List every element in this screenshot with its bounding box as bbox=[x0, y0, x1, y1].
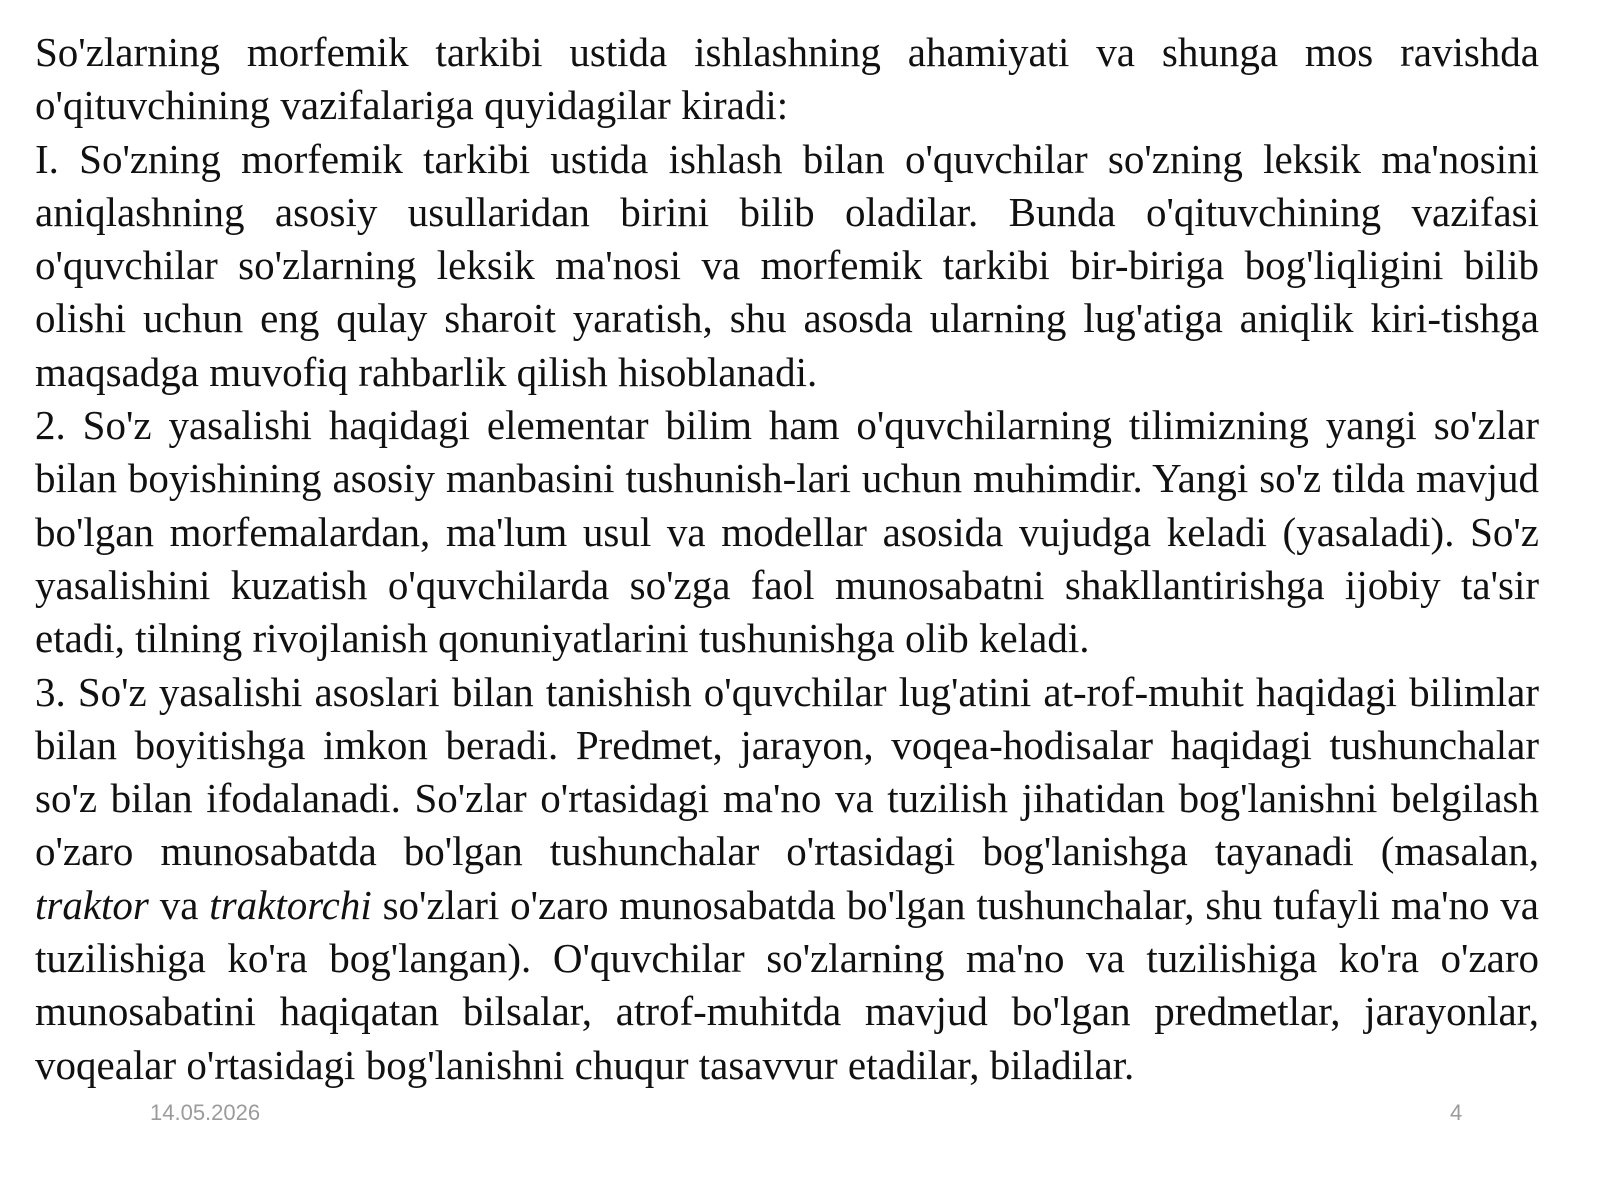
paragraph-3-text-c: so'zlari o'zaro munosabatda bo'lgan tushunchalar, shu tufayli ma'no va tuzilishiga ko'ra bog'langan). O'quvchilar so'zlarning ma'no va tuzilishiga ko'ra o'zaro munosabatini haqiqatan bilsalar, atrof-muhitda mavjud bo'lgan predmetlar, jarayonlar, voqealar o'rtasidagi bog'lanishni chuqur tasavvur etadilar, biladilar. bbox=[35, 881, 1539, 1088]
paragraph-3-text-b: va bbox=[148, 881, 210, 928]
paragraph-3-text-a: 3. So'z yasalishi asoslari bilan tanishish o'quvchilar lug'atini at-rof-muhit haqidagi bilimlar bilan boyitishga imkon beradi. Predmet, jarayon, voqea-hodisalar haqidagi tushunchalar so'z bilan ifodalanadi. So'zlar o'rtasidagi ma'no va tuzilish jihatidan bog'lanishni belgilash o'zaro munosabatda bo'lgan tushunchalar o'rtasidagi bog'lanishga tayanadi (masalan, bbox=[35, 668, 1539, 875]
body-text bbox=[35, 26, 1539, 1092]
paragraph-1: I. So'zning morfemik tarkibi ustida ishlash bilan o'quvchilar so'zning leksik ma'nosini aniqlashning asosiy usullaridan birini bilib oladilar. Bunda o'qituvchining vazifasi o'quvchilar so'zlarning leksik ma'nosi va morfemik tarkibi bir-biriga bog'liqligini bilib olishi uchun eng qulay sharoit yaratish, shu asosda ularning lug'atiga aniqlik kiri-tishga maqsadga muvofiq rahbarlik qilish hisoblanadi. bbox=[35, 135, 1539, 395]
paragraph-intro: So'zlarning morfemik tarkibi ustida ishlashning ahamiyati va shunga mos ravishda o'qituvchining vazifalariga quyidagilar kiradi: bbox=[35, 29, 1539, 129]
footer-date: 14.05.2026 bbox=[150, 1100, 261, 1125]
italic-term-traktor: traktor bbox=[35, 881, 149, 928]
paragraph-3 bbox=[35, 666, 1539, 1092]
footer-page-number: 4 bbox=[1450, 1100, 1463, 1125]
paragraph-2: 2. So'z yasalishi haqidagi elementar bilim ham o'quvchilarning tilimizning yangi so'zlar bilan boyishining asosiy manbasini tushunish-lari uchun muhimdir. Yangi so'z tilda mavjud bo'lgan morfemalardan, ma'lum usul va modellar asosida vujudga keladi (yasaladi). So'z yasalishini kuzatish o'quvchilarda so'zga faol munosabatni shakllantirishga ijobiy ta'sir etadi, tilning rivojlanish qonuniyatlarini tushunishga olib keladi. bbox=[35, 402, 1539, 662]
italic-term-traktorchi: traktorchi bbox=[209, 881, 372, 928]
